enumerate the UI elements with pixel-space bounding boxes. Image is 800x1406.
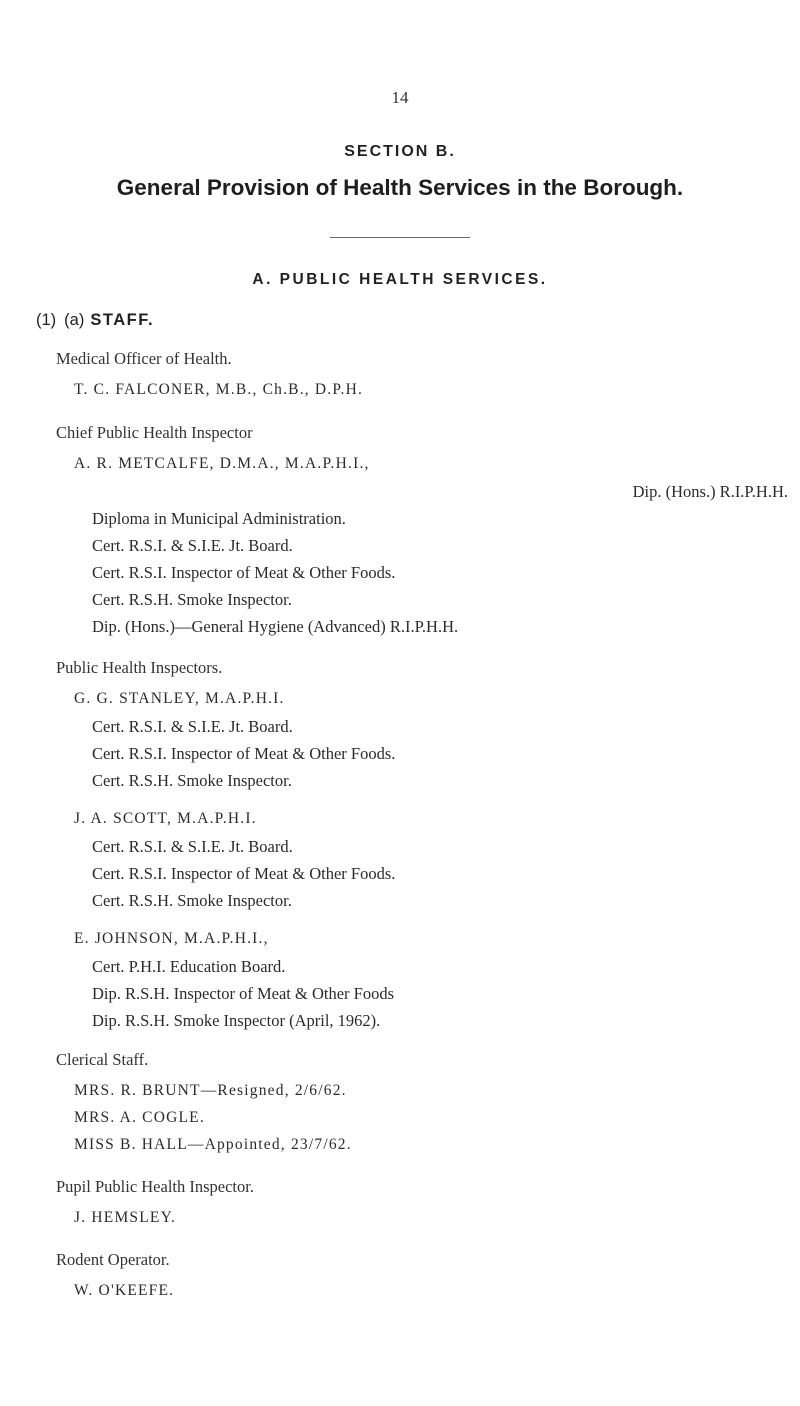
cphi-qual: Cert. R.S.I. Inspector of Meat & Other Foods. [92, 563, 396, 582]
inspector-qual: Cert. R.S.I. & S.I.E. Jt. Board. [92, 717, 293, 736]
inspector-qual: Dip. R.S.H. Smoke Inspector (April, 1962). [92, 1011, 381, 1030]
divider [330, 237, 470, 238]
staff-heading-label: STAFF. [90, 311, 155, 329]
staff-heading-sub: (a) [64, 311, 85, 329]
rodent-role: Rodent Operator. [56, 1250, 170, 1269]
inspector-qual: Cert. R.S.I. Inspector of Meat & Other Foods. [92, 744, 396, 763]
inspector-qual: Dip. R.S.H. Inspector of Meat & Other Foods [92, 984, 395, 1003]
moh-role: Medical Officer of Health. [56, 349, 232, 368]
cphi-qual: Diploma in Municipal Administration. [92, 509, 346, 528]
cphi-role: Chief Public Health Inspector [56, 423, 253, 442]
clerical-name: MISS B. HALL—Appointed, 23/7/62. [74, 1136, 352, 1153]
inspector-qual: Cert. R.S.H. Smoke Inspector. [92, 891, 292, 910]
inspector-qual: Cert. R.S.I. Inspector of Meat & Other Foods. [92, 864, 396, 883]
inspector-name: G. G. STANLEY, M.A.P.H.I. [74, 690, 285, 707]
pupil-name: J. HEMSLEY. [74, 1209, 177, 1226]
clerical-name: MRS. A. COGLE. [74, 1109, 205, 1126]
staff-heading [36, 311, 154, 330]
inspector-qual: Cert. R.S.I. & S.I.E. Jt. Board. [92, 837, 293, 856]
staff-heading-number: (1) [36, 311, 57, 329]
moh-name: T. C. FALCONER, M.B., Ch.B., D.P.H. [74, 381, 364, 398]
cphi-qual: Dip. (Hons.) R.I.P.H.H. [632, 482, 788, 501]
subsection-title: A. PUBLIC HEALTH SERVICES. [252, 271, 548, 288]
phi-role: Public Health Inspectors. [56, 658, 223, 677]
rodent-name: W. O'KEEFE. [74, 1282, 175, 1299]
cphi-name: A. R. METCALFE, D.M.A., M.A.P.H.I., [74, 455, 370, 472]
page-title: General Provision of Health Services in the Borough. [116, 175, 684, 200]
section-label: SECTION B. [344, 143, 456, 160]
clerical-name: MRS. R. BRUNT—Resigned, 2/6/62. [74, 1082, 347, 1099]
clerical-role: Clerical Staff. [56, 1050, 149, 1069]
inspector-name: E. JOHNSON, M.A.P.H.I., [74, 930, 269, 947]
inspector-qual: Cert. R.S.H. Smoke Inspector. [92, 771, 292, 790]
inspector-qual: Cert. P.H.I. Education Board. [92, 957, 286, 976]
cphi-qual: Cert. R.S.I. & S.I.E. Jt. Board. [92, 536, 293, 555]
cphi-qual: Cert. R.S.H. Smoke Inspector. [92, 590, 292, 609]
inspector-name: J. A. SCOTT, M.A.P.H.I. [74, 810, 257, 827]
pupil-role: Pupil Public Health Inspector. [56, 1177, 254, 1196]
page-number: 14 [391, 88, 409, 107]
cphi-qual: Dip. (Hons.)—General Hygiene (Advanced) R.I.P.H.H. [92, 617, 459, 636]
